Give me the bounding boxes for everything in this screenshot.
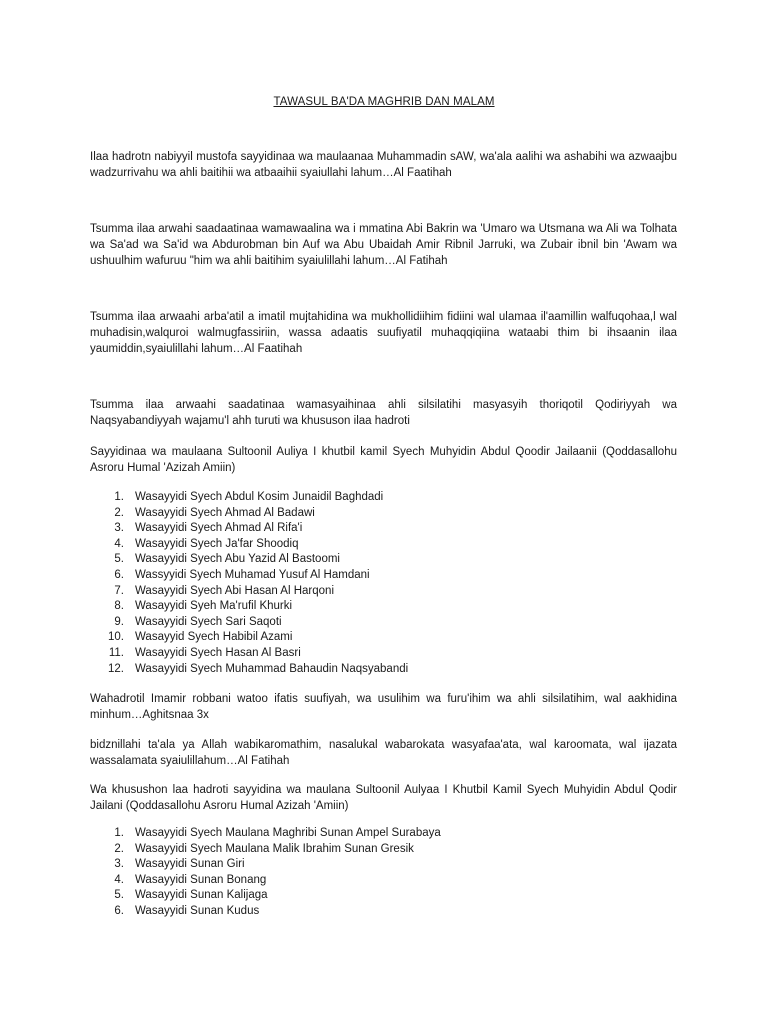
- list-text: Wassyyidi Syech Muhamad Yusuf Al Hamdani: [135, 568, 370, 581]
- list-item: [90, 630, 677, 646]
- list-item: [90, 904, 677, 920]
- list-number: 5.: [114, 553, 124, 566]
- list-item: [90, 873, 677, 889]
- list-text: Wasayyidi Syeh Ma'rufil Khurki: [135, 600, 293, 613]
- list-item: [90, 857, 677, 873]
- paragraph-5: Sayyidinaa wa maulaana Sultoonil Auliya I khutbil kamil Syech Muhyidin Abdul Qoodir Jailaanii (Qoddasallohu Asroru Humal 'Azizah Amiin): [90, 446, 677, 474]
- list-number: 4.: [114, 873, 124, 886]
- list-number: 1.: [114, 827, 124, 839]
- list-item: [90, 584, 677, 600]
- list-item: [90, 662, 677, 678]
- list-item: [90, 826, 677, 842]
- list-number: 6.: [114, 568, 124, 581]
- list-item: [90, 615, 677, 631]
- list-item: [90, 521, 677, 537]
- list-number: 3.: [114, 522, 124, 535]
- list-item: [90, 842, 677, 858]
- list-text: Wasayyidi Sunan Bonang: [135, 873, 267, 886]
- list-text: Wasayyidi Syech Abi Hasan Al Harqoni: [135, 584, 335, 597]
- list-text: Wasayyidi Syech Muhammad Bahaudin Naqsyabandi: [135, 662, 409, 675]
- list-text: Wasayyidi Syech Abdul Kosim Junaidil Baghdadi: [135, 491, 384, 503]
- list-item: [90, 506, 677, 522]
- paragraph-3: Tsumma ilaa arwaahi arba'atil a imatil mujtahidina wa mukhollidiihim fidiini wal ulamaa il'aamillin walfuqohaa,l wal muhadisin,walquroi walmugfassiriin, wassa adaatis suufiyatil muhaqqiqiina wataabi thim bi ihsaanin ilaa yaumiddin,syaiulillahi lahum…Al Faatihah: [90, 311, 677, 355]
- paragraph-4: Tsumma ilaa arwaahi saadatinaa wamasyaihinaa ahli silsilatihi masyasyih thoriqotil Qodiriyyah wa Naqsyabandiyyah wajamu'l ahh turuti wa khususon ilaa hadroti: [90, 399, 677, 427]
- list-number: 5.: [114, 889, 124, 902]
- document-title: TAWASUL BA'DA MAGHRIB DAN MALAM: [273, 96, 495, 108]
- paragraph-1: Ilaa hadrotn nabiyyil mustofa sayyidinaa wa maulaanaa Muhammadin sAW, wa'ala aalihi wa ashabihi wa azwaajbu wadzurrivahu wa ahli baitihii wa atbaaihii syaiullahi lahum…Al Faatihah: [90, 151, 677, 179]
- list-number: 4.: [114, 537, 124, 550]
- lineage-list-1: [90, 490, 677, 677]
- paragraph-6: Wahadrotil Imamir robbani watoo ifatis suufiyah, wa usulihim wa furu'ihim wa ahli silsilatihim, wal aakhidina minhum…Aghitsnaa 3x: [90, 693, 677, 721]
- list-number: 8.: [114, 600, 124, 613]
- list-item: [90, 537, 677, 553]
- list-text: Wasayyidi Sunan Kudus: [135, 904, 260, 917]
- paragraph-7: bidznillahi ta'ala ya Allah wabikaromathim, nasalukal wabarokata wasyafaa'ata, wal karoomata, wal ijazata wassalamata syaiulillahum…Al Fatihah: [90, 739, 677, 767]
- list-text: Wasayyidi Syech Hasan Al Basri: [135, 646, 301, 659]
- list-number: 2.: [114, 842, 124, 855]
- paragraph-2: Tsumma ilaa arwahi saadaatinaa wamawaalina wa i mmatina Abi Bakrin wa 'Umaro wa Utsmana wa Ali wa Tolhata wa Sa'ad wa Sa'id wa Abdurobman bin Auf wa Abu Ubaidah Amir Ribnil Jarruki, wa Zubair ibnil bin 'Awam wa ushuulhim wafuruu "him wa ahli baitihim syaiulillahi lahum…Al Fatihah: [90, 223, 677, 267]
- list-text: Wasayyidi Sunan Kalijaga: [135, 889, 268, 902]
- list-text: Wasayyidi Syech Ahmad Al Rifa'i: [135, 522, 303, 535]
- list-item: [90, 552, 677, 568]
- list-text: Wasayyid Syech Habibil Azami: [135, 631, 293, 644]
- list-text: Wasayyidi Syech Abu Yazid Al Bastoomi: [135, 553, 340, 566]
- list-number: 11.: [108, 646, 124, 659]
- list-item: [90, 888, 677, 904]
- list-number: 1.: [114, 491, 124, 503]
- list-number: 12.: [108, 662, 124, 675]
- paragraph-8: Wa khusushon laa hadroti sayyidina wa maulana Sultoonil Aulyaa I Khutbil Kamil Syech Muhyidin Abdul Qodir Jailani (Qoddasallohu Asroru Humal Azizah 'Amiin): [90, 784, 677, 812]
- list-item: [90, 599, 677, 615]
- list-text: Wasayyidi Syech Sari Saqoti: [135, 615, 282, 628]
- list-text: Wasayyidi Syech Maulana Maghribi Sunan Ampel Surabaya: [135, 827, 441, 839]
- lineage-list-2: [90, 826, 677, 920]
- list-text: Wasayyidi Sunan Giri: [135, 858, 245, 871]
- list-number: 9.: [114, 615, 124, 628]
- list-number: 10.: [108, 631, 124, 644]
- list-item: [90, 646, 677, 662]
- list-text: Wasayyidi Syech Ja'far Shoodiq: [135, 537, 299, 550]
- list-item: [90, 568, 677, 584]
- list-item: [90, 490, 677, 506]
- list-number: 6.: [114, 904, 124, 917]
- list-number: 2.: [114, 506, 124, 519]
- list-text: Wasayyidi Syech Maulana Malik Ibrahim Sunan Gresik: [135, 842, 414, 855]
- list-text: Wasayyidi Syech Ahmad Al Badawi: [135, 506, 315, 519]
- list-number: 3.: [114, 858, 124, 871]
- list-number: 7.: [114, 584, 124, 597]
